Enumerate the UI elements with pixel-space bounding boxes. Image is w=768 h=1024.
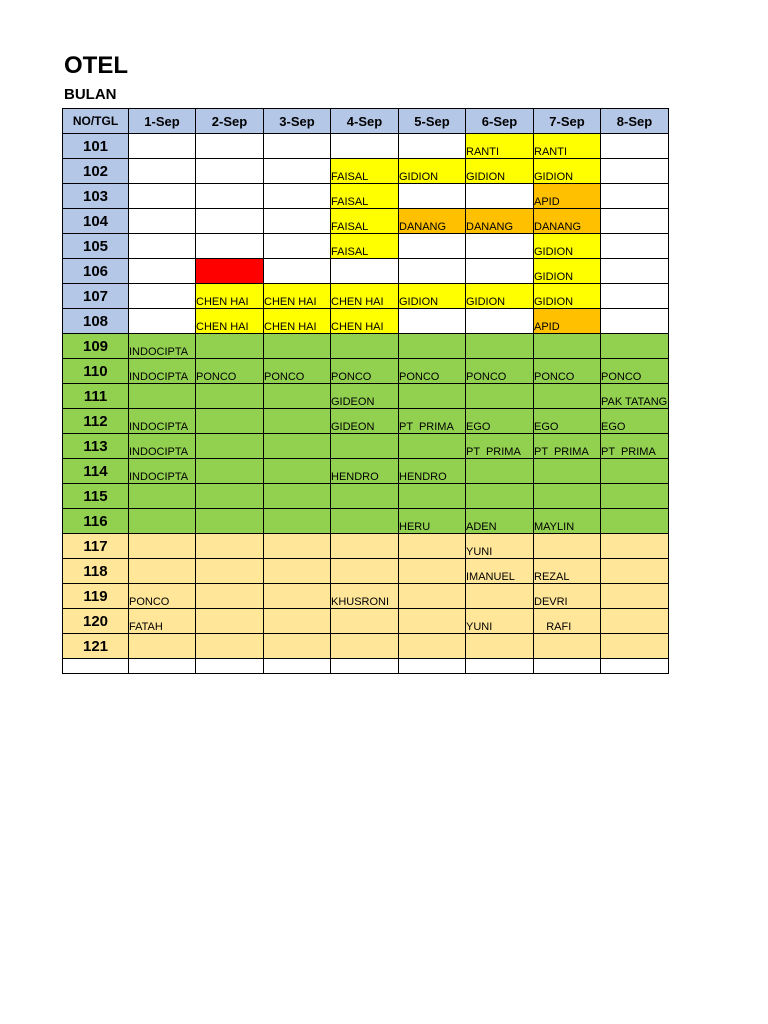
booking-cell[interactable] xyxy=(129,559,196,584)
table-row xyxy=(63,584,669,609)
room-number[interactable]: 113 xyxy=(63,434,129,459)
guest-name: YUNI xyxy=(466,621,493,633)
empty-cell[interactable] xyxy=(399,659,466,674)
booking-cell[interactable] xyxy=(466,309,534,334)
table-row xyxy=(63,309,669,334)
booking-cell[interactable] xyxy=(196,309,264,334)
room-number[interactable]: 121 xyxy=(63,634,129,659)
guest-name: CHEN HAI xyxy=(196,321,249,333)
booking-cell[interactable] xyxy=(331,159,399,184)
table-row xyxy=(63,184,669,209)
table-row xyxy=(63,134,669,159)
booking-cell[interactable] xyxy=(399,309,466,334)
booking-cell[interactable] xyxy=(534,559,601,584)
booking-cell[interactable] xyxy=(129,484,196,509)
booking-cell[interactable] xyxy=(264,484,331,509)
booking-cell[interactable] xyxy=(399,534,466,559)
guest-name: GIDEON xyxy=(331,421,375,433)
guest-name: PONCO xyxy=(534,371,575,383)
guest-name: ADEN xyxy=(466,521,497,533)
guest-name: PT PRIMA xyxy=(534,446,589,458)
booking-cell[interactable] xyxy=(534,284,601,309)
booking-cell[interactable] xyxy=(601,334,669,359)
booking-cell[interactable] xyxy=(466,209,534,234)
booking-cell[interactable] xyxy=(466,584,534,609)
booking-cell[interactable] xyxy=(196,584,264,609)
sheet-title: OTEL xyxy=(64,52,128,79)
booking-cell[interactable] xyxy=(466,559,534,584)
booking-cell[interactable] xyxy=(196,384,264,409)
booking-cell[interactable] xyxy=(264,409,331,434)
booking-cell[interactable] xyxy=(534,209,601,234)
table-row xyxy=(63,559,669,584)
guest-name: PT PRIMA xyxy=(601,446,656,458)
room-number[interactable]: 109 xyxy=(63,334,129,359)
booking-cell[interactable] xyxy=(129,159,196,184)
booking-cell[interactable] xyxy=(264,359,331,384)
booking-cell[interactable] xyxy=(331,559,399,584)
table-row xyxy=(63,359,669,384)
booking-cell[interactable] xyxy=(196,334,264,359)
booking-cell[interactable] xyxy=(534,459,601,484)
booking-table xyxy=(62,108,669,674)
booking-cell[interactable] xyxy=(601,534,669,559)
booking-cell[interactable] xyxy=(129,184,196,209)
guest-name: GIDION xyxy=(534,246,574,258)
booking-cell[interactable] xyxy=(534,434,601,459)
booking-cell[interactable] xyxy=(264,234,331,259)
booking-cell[interactable] xyxy=(264,634,331,659)
empty-cell[interactable] xyxy=(331,659,399,674)
booking-cell[interactable] xyxy=(466,184,534,209)
booking-cell[interactable] xyxy=(534,234,601,259)
table-row xyxy=(63,159,669,184)
room-number[interactable]: 117 xyxy=(63,534,129,559)
booking-cell[interactable] xyxy=(399,509,466,534)
room-number[interactable]: 107 xyxy=(63,284,129,309)
booking-cell[interactable] xyxy=(466,459,534,484)
booking-cell[interactable] xyxy=(399,384,466,409)
booking-cell[interactable] xyxy=(264,134,331,159)
booking-cell[interactable] xyxy=(601,209,669,234)
room-number[interactable]: 110 xyxy=(63,359,129,384)
header-date[interactable]: 5-Sep xyxy=(399,109,466,134)
booking-cell[interactable] xyxy=(129,234,196,259)
table-row xyxy=(63,409,669,434)
booking-cell[interactable] xyxy=(196,459,264,484)
booking-cell[interactable] xyxy=(331,234,399,259)
booking-cell[interactable] xyxy=(264,509,331,534)
booking-cell[interactable] xyxy=(196,209,264,234)
guest-name: IMANUEL xyxy=(466,571,515,583)
table-row xyxy=(63,609,669,634)
table-row xyxy=(63,209,669,234)
booking-cell[interactable] xyxy=(466,609,534,634)
sheet-subtitle: BULAN xyxy=(64,86,117,103)
guest-name: INDOCIPTA xyxy=(129,371,189,383)
guest-name: PONCO xyxy=(264,371,305,383)
booking-cell[interactable] xyxy=(129,609,196,634)
header-date[interactable]: 3-Sep xyxy=(264,109,331,134)
header-date[interactable]: 8-Sep xyxy=(601,109,669,134)
guest-name: GIDION xyxy=(399,296,439,308)
guest-name: FAISAL xyxy=(331,196,369,208)
room-number[interactable]: 114 xyxy=(63,459,129,484)
booking-cell[interactable] xyxy=(466,384,534,409)
booking-cell[interactable] xyxy=(399,234,466,259)
booking-cell[interactable] xyxy=(466,234,534,259)
booking-cell[interactable] xyxy=(129,409,196,434)
booking-cell[interactable] xyxy=(534,309,601,334)
table-row xyxy=(63,534,669,559)
booking-cell[interactable] xyxy=(601,309,669,334)
booking-cell[interactable] xyxy=(601,359,669,384)
room-number[interactable]: 106 xyxy=(63,259,129,284)
room-number[interactable]: 108 xyxy=(63,309,129,334)
booking-cell[interactable] xyxy=(264,159,331,184)
guest-name: RANTI xyxy=(534,146,567,158)
room-number[interactable]: 101 xyxy=(63,134,129,159)
booking-cell[interactable] xyxy=(196,284,264,309)
booking-cell[interactable] xyxy=(129,534,196,559)
booking-cell[interactable] xyxy=(129,309,196,334)
booking-cell[interactable] xyxy=(264,259,331,284)
booking-cell[interactable] xyxy=(466,509,534,534)
booking-cell[interactable] xyxy=(196,484,264,509)
header-date[interactable]: 6-Sep xyxy=(466,109,534,134)
booking-cell[interactable] xyxy=(331,534,399,559)
booking-cell[interactable] xyxy=(466,134,534,159)
guest-name: KHUSRONI xyxy=(331,596,390,608)
booking-cell[interactable] xyxy=(601,509,669,534)
room-number[interactable]: 111 xyxy=(63,384,129,409)
booking-cell[interactable] xyxy=(331,384,399,409)
booking-cell[interactable] xyxy=(601,384,669,409)
booking-cell[interactable] xyxy=(196,184,264,209)
header-no-tgl[interactable]: NO/TGL xyxy=(63,109,129,134)
booking-cell[interactable] xyxy=(399,584,466,609)
booking-cell[interactable] xyxy=(196,234,264,259)
guest-name: GIDION xyxy=(466,296,506,308)
booking-cell[interactable] xyxy=(129,284,196,309)
booking-cell[interactable] xyxy=(534,159,601,184)
empty-cell[interactable] xyxy=(129,659,196,674)
booking-cell[interactable] xyxy=(466,284,534,309)
guest-name: CHEN HAI xyxy=(196,296,249,308)
guest-name: INDOCIPTA xyxy=(129,346,189,358)
booking-cell[interactable] xyxy=(466,434,534,459)
room-number[interactable]: 102 xyxy=(63,159,129,184)
booking-cell[interactable] xyxy=(534,584,601,609)
booking-cell[interactable] xyxy=(399,284,466,309)
booking-cell[interactable] xyxy=(399,184,466,209)
booking-cell[interactable] xyxy=(601,234,669,259)
booking-cell[interactable] xyxy=(466,409,534,434)
guest-name: GIDION xyxy=(399,171,439,183)
booking-cell[interactable] xyxy=(534,609,601,634)
room-number[interactable]: 103 xyxy=(63,184,129,209)
booking-cell[interactable] xyxy=(399,634,466,659)
guest-name: REZAL xyxy=(534,571,570,583)
booking-cell[interactable] xyxy=(264,334,331,359)
room-number[interactable]: 105 xyxy=(63,234,129,259)
guest-name: CHEN HAI xyxy=(331,296,384,308)
booking-cell[interactable] xyxy=(129,209,196,234)
booking-cell[interactable] xyxy=(129,459,196,484)
booking-cell[interactable] xyxy=(601,609,669,634)
booking-cell[interactable] xyxy=(601,634,669,659)
booking-cell[interactable] xyxy=(264,184,331,209)
booking-cell[interactable] xyxy=(601,459,669,484)
guest-name: FATAH xyxy=(129,621,163,633)
booking-cell[interactable] xyxy=(264,284,331,309)
table-row xyxy=(63,284,669,309)
booking-cell[interactable] xyxy=(331,459,399,484)
booking-cell[interactable] xyxy=(196,159,264,184)
guest-name: GIDION xyxy=(534,171,574,183)
guest-name: PAK TATANG xyxy=(601,396,668,408)
booking-cell[interactable] xyxy=(331,284,399,309)
booking-cell[interactable] xyxy=(264,309,331,334)
booking-cell[interactable] xyxy=(331,309,399,334)
booking-cell[interactable] xyxy=(264,584,331,609)
empty-cell[interactable] xyxy=(63,659,129,674)
booking-cell[interactable] xyxy=(331,584,399,609)
booking-cell[interactable] xyxy=(601,134,669,159)
guest-name: FAISAL xyxy=(331,221,369,233)
booking-cell[interactable] xyxy=(129,384,196,409)
booking-cell[interactable] xyxy=(331,609,399,634)
guest-name: GIDION xyxy=(466,171,506,183)
guest-name: DANANG xyxy=(534,221,582,233)
booking-cell[interactable] xyxy=(399,134,466,159)
guest-name: EGO xyxy=(601,421,626,433)
guest-name: PONCO xyxy=(129,596,170,608)
booking-cell[interactable] xyxy=(331,509,399,534)
booking-cell[interactable] xyxy=(264,209,331,234)
booking-cell[interactable] xyxy=(534,384,601,409)
booking-cell[interactable] xyxy=(196,259,264,284)
guest-name: INDOCIPTA xyxy=(129,421,189,433)
booking-cell[interactable] xyxy=(264,534,331,559)
booking-cell[interactable] xyxy=(466,359,534,384)
guest-name: FAISAL xyxy=(331,246,369,258)
booking-cell[interactable] xyxy=(129,334,196,359)
guest-name: HERU xyxy=(399,521,431,533)
room-number[interactable]: 119 xyxy=(63,584,129,609)
guest-name: PONCO xyxy=(196,371,237,383)
header-row xyxy=(63,109,669,134)
booking-cell[interactable] xyxy=(264,384,331,409)
table-row xyxy=(63,384,669,409)
header-date[interactable]: 7-Sep xyxy=(534,109,601,134)
booking-cell[interactable] xyxy=(331,359,399,384)
booking-cell[interactable] xyxy=(534,359,601,384)
booking-cell[interactable] xyxy=(534,259,601,284)
guest-name: APID xyxy=(534,321,560,333)
table-row xyxy=(63,234,669,259)
guest-name: PONCO xyxy=(601,371,642,383)
booking-cell[interactable] xyxy=(601,184,669,209)
empty-cell[interactable] xyxy=(466,659,534,674)
booking-cell[interactable] xyxy=(196,609,264,634)
booking-cell[interactable] xyxy=(129,509,196,534)
header-date[interactable]: 1-Sep xyxy=(129,109,196,134)
guest-name: MAYLIN xyxy=(534,521,575,533)
guest-name: CHEN HAI xyxy=(264,321,317,333)
booking-cell[interactable] xyxy=(196,559,264,584)
table-row xyxy=(63,334,669,359)
booking-cell[interactable] xyxy=(601,559,669,584)
table-row xyxy=(63,459,669,484)
booking-cell[interactable] xyxy=(534,509,601,534)
booking-cell[interactable] xyxy=(534,484,601,509)
empty-cell[interactable] xyxy=(534,659,601,674)
guest-name: PT PRIMA xyxy=(399,421,454,433)
guest-name: YUNI xyxy=(466,546,493,558)
room-number[interactable]: 115 xyxy=(63,484,129,509)
table-row xyxy=(63,259,669,284)
empty-row xyxy=(63,659,669,674)
guest-name: RAFI xyxy=(534,621,572,633)
booking-cell[interactable] xyxy=(399,459,466,484)
guest-name: CHEN HAI xyxy=(331,321,384,333)
booking-cell[interactable] xyxy=(601,584,669,609)
booking-cell[interactable] xyxy=(331,334,399,359)
booking-cell[interactable] xyxy=(466,484,534,509)
booking-cell[interactable] xyxy=(331,634,399,659)
guest-name: DEVRI xyxy=(534,596,568,608)
booking-cell[interactable] xyxy=(601,259,669,284)
booking-cell[interactable] xyxy=(264,609,331,634)
booking-cell[interactable] xyxy=(534,334,601,359)
guest-name: APID xyxy=(534,196,560,208)
table-row xyxy=(63,634,669,659)
booking-cell[interactable] xyxy=(196,509,264,534)
guest-name: GIDION xyxy=(534,271,574,283)
booking-cell[interactable] xyxy=(129,259,196,284)
guest-name: PT PRIMA xyxy=(466,446,521,458)
booking-cell[interactable] xyxy=(331,409,399,434)
guest-name: FAISAL xyxy=(331,171,369,183)
booking-cell[interactable] xyxy=(196,534,264,559)
guest-name: DANANG xyxy=(466,221,514,233)
booking-cell[interactable] xyxy=(129,134,196,159)
header-date[interactable]: 4-Sep xyxy=(331,109,399,134)
table-row xyxy=(63,509,669,534)
booking-cell[interactable] xyxy=(399,334,466,359)
booking-cell[interactable] xyxy=(331,184,399,209)
booking-cell[interactable] xyxy=(534,534,601,559)
empty-cell[interactable] xyxy=(601,659,669,674)
booking-cell[interactable] xyxy=(399,359,466,384)
booking-cell[interactable] xyxy=(331,484,399,509)
room-number[interactable]: 116 xyxy=(63,509,129,534)
guest-name: HENDRO xyxy=(331,471,379,483)
guest-name: CHEN HAI xyxy=(264,296,317,308)
table-row xyxy=(63,484,669,509)
booking-cell[interactable] xyxy=(399,409,466,434)
booking-cell[interactable] xyxy=(196,409,264,434)
guest-name: PONCO xyxy=(399,371,440,383)
booking-cell[interactable] xyxy=(331,209,399,234)
booking-cell[interactable] xyxy=(196,359,264,384)
guest-name: EGO xyxy=(466,421,491,433)
guest-name: DANANG xyxy=(399,221,447,233)
booking-cell[interactable] xyxy=(466,534,534,559)
room-number[interactable]: 112 xyxy=(63,409,129,434)
table-row xyxy=(63,434,669,459)
booking-cell[interactable] xyxy=(264,559,331,584)
booking-cell[interactable] xyxy=(196,134,264,159)
booking-cell[interactable] xyxy=(331,134,399,159)
booking-cell[interactable] xyxy=(399,484,466,509)
booking-cell[interactable] xyxy=(601,284,669,309)
booking-cell[interactable] xyxy=(601,484,669,509)
guest-name: INDOCIPTA xyxy=(129,471,189,483)
guest-name: PONCO xyxy=(331,371,372,383)
booking-cell[interactable] xyxy=(399,159,466,184)
guest-name: RANTI xyxy=(466,146,499,158)
booking-cell[interactable] xyxy=(264,459,331,484)
room-number[interactable]: 118 xyxy=(63,559,129,584)
booking-cell[interactable] xyxy=(399,609,466,634)
booking-cell[interactable] xyxy=(399,209,466,234)
booking-cell[interactable] xyxy=(534,134,601,159)
booking-cell[interactable] xyxy=(129,634,196,659)
booking-cell[interactable] xyxy=(466,159,534,184)
booking-cell[interactable] xyxy=(399,259,466,284)
guest-name: INDOCIPTA xyxy=(129,446,189,458)
booking-cell[interactable] xyxy=(601,409,669,434)
booking-cell[interactable] xyxy=(196,634,264,659)
booking-cell[interactable] xyxy=(129,359,196,384)
booking-cell[interactable] xyxy=(466,634,534,659)
room-number[interactable]: 120 xyxy=(63,609,129,634)
empty-cell[interactable] xyxy=(264,659,331,674)
guest-name: HENDRO xyxy=(399,471,447,483)
booking-cell[interactable] xyxy=(399,559,466,584)
booking-cell[interactable] xyxy=(601,159,669,184)
guest-name: PONCO xyxy=(466,371,507,383)
booking-cell[interactable] xyxy=(534,409,601,434)
booking-cell[interactable] xyxy=(264,434,331,459)
header-date[interactable]: 2-Sep xyxy=(196,109,264,134)
booking-cell[interactable] xyxy=(129,434,196,459)
guest-name: EGO xyxy=(534,421,559,433)
room-number[interactable]: 104 xyxy=(63,209,129,234)
booking-cell[interactable] xyxy=(196,434,264,459)
booking-cell[interactable] xyxy=(534,634,601,659)
guest-name: GIDION xyxy=(534,296,574,308)
guest-name: GIDEON xyxy=(331,396,375,408)
booking-cell[interactable] xyxy=(399,434,466,459)
booking-cell[interactable] xyxy=(601,434,669,459)
booking-cell[interactable] xyxy=(466,334,534,359)
booking-cell[interactable] xyxy=(466,259,534,284)
booking-cell[interactable] xyxy=(331,434,399,459)
booking-cell[interactable] xyxy=(331,259,399,284)
booking-cell[interactable] xyxy=(129,584,196,609)
booking-cell[interactable] xyxy=(534,184,601,209)
empty-cell[interactable] xyxy=(196,659,264,674)
